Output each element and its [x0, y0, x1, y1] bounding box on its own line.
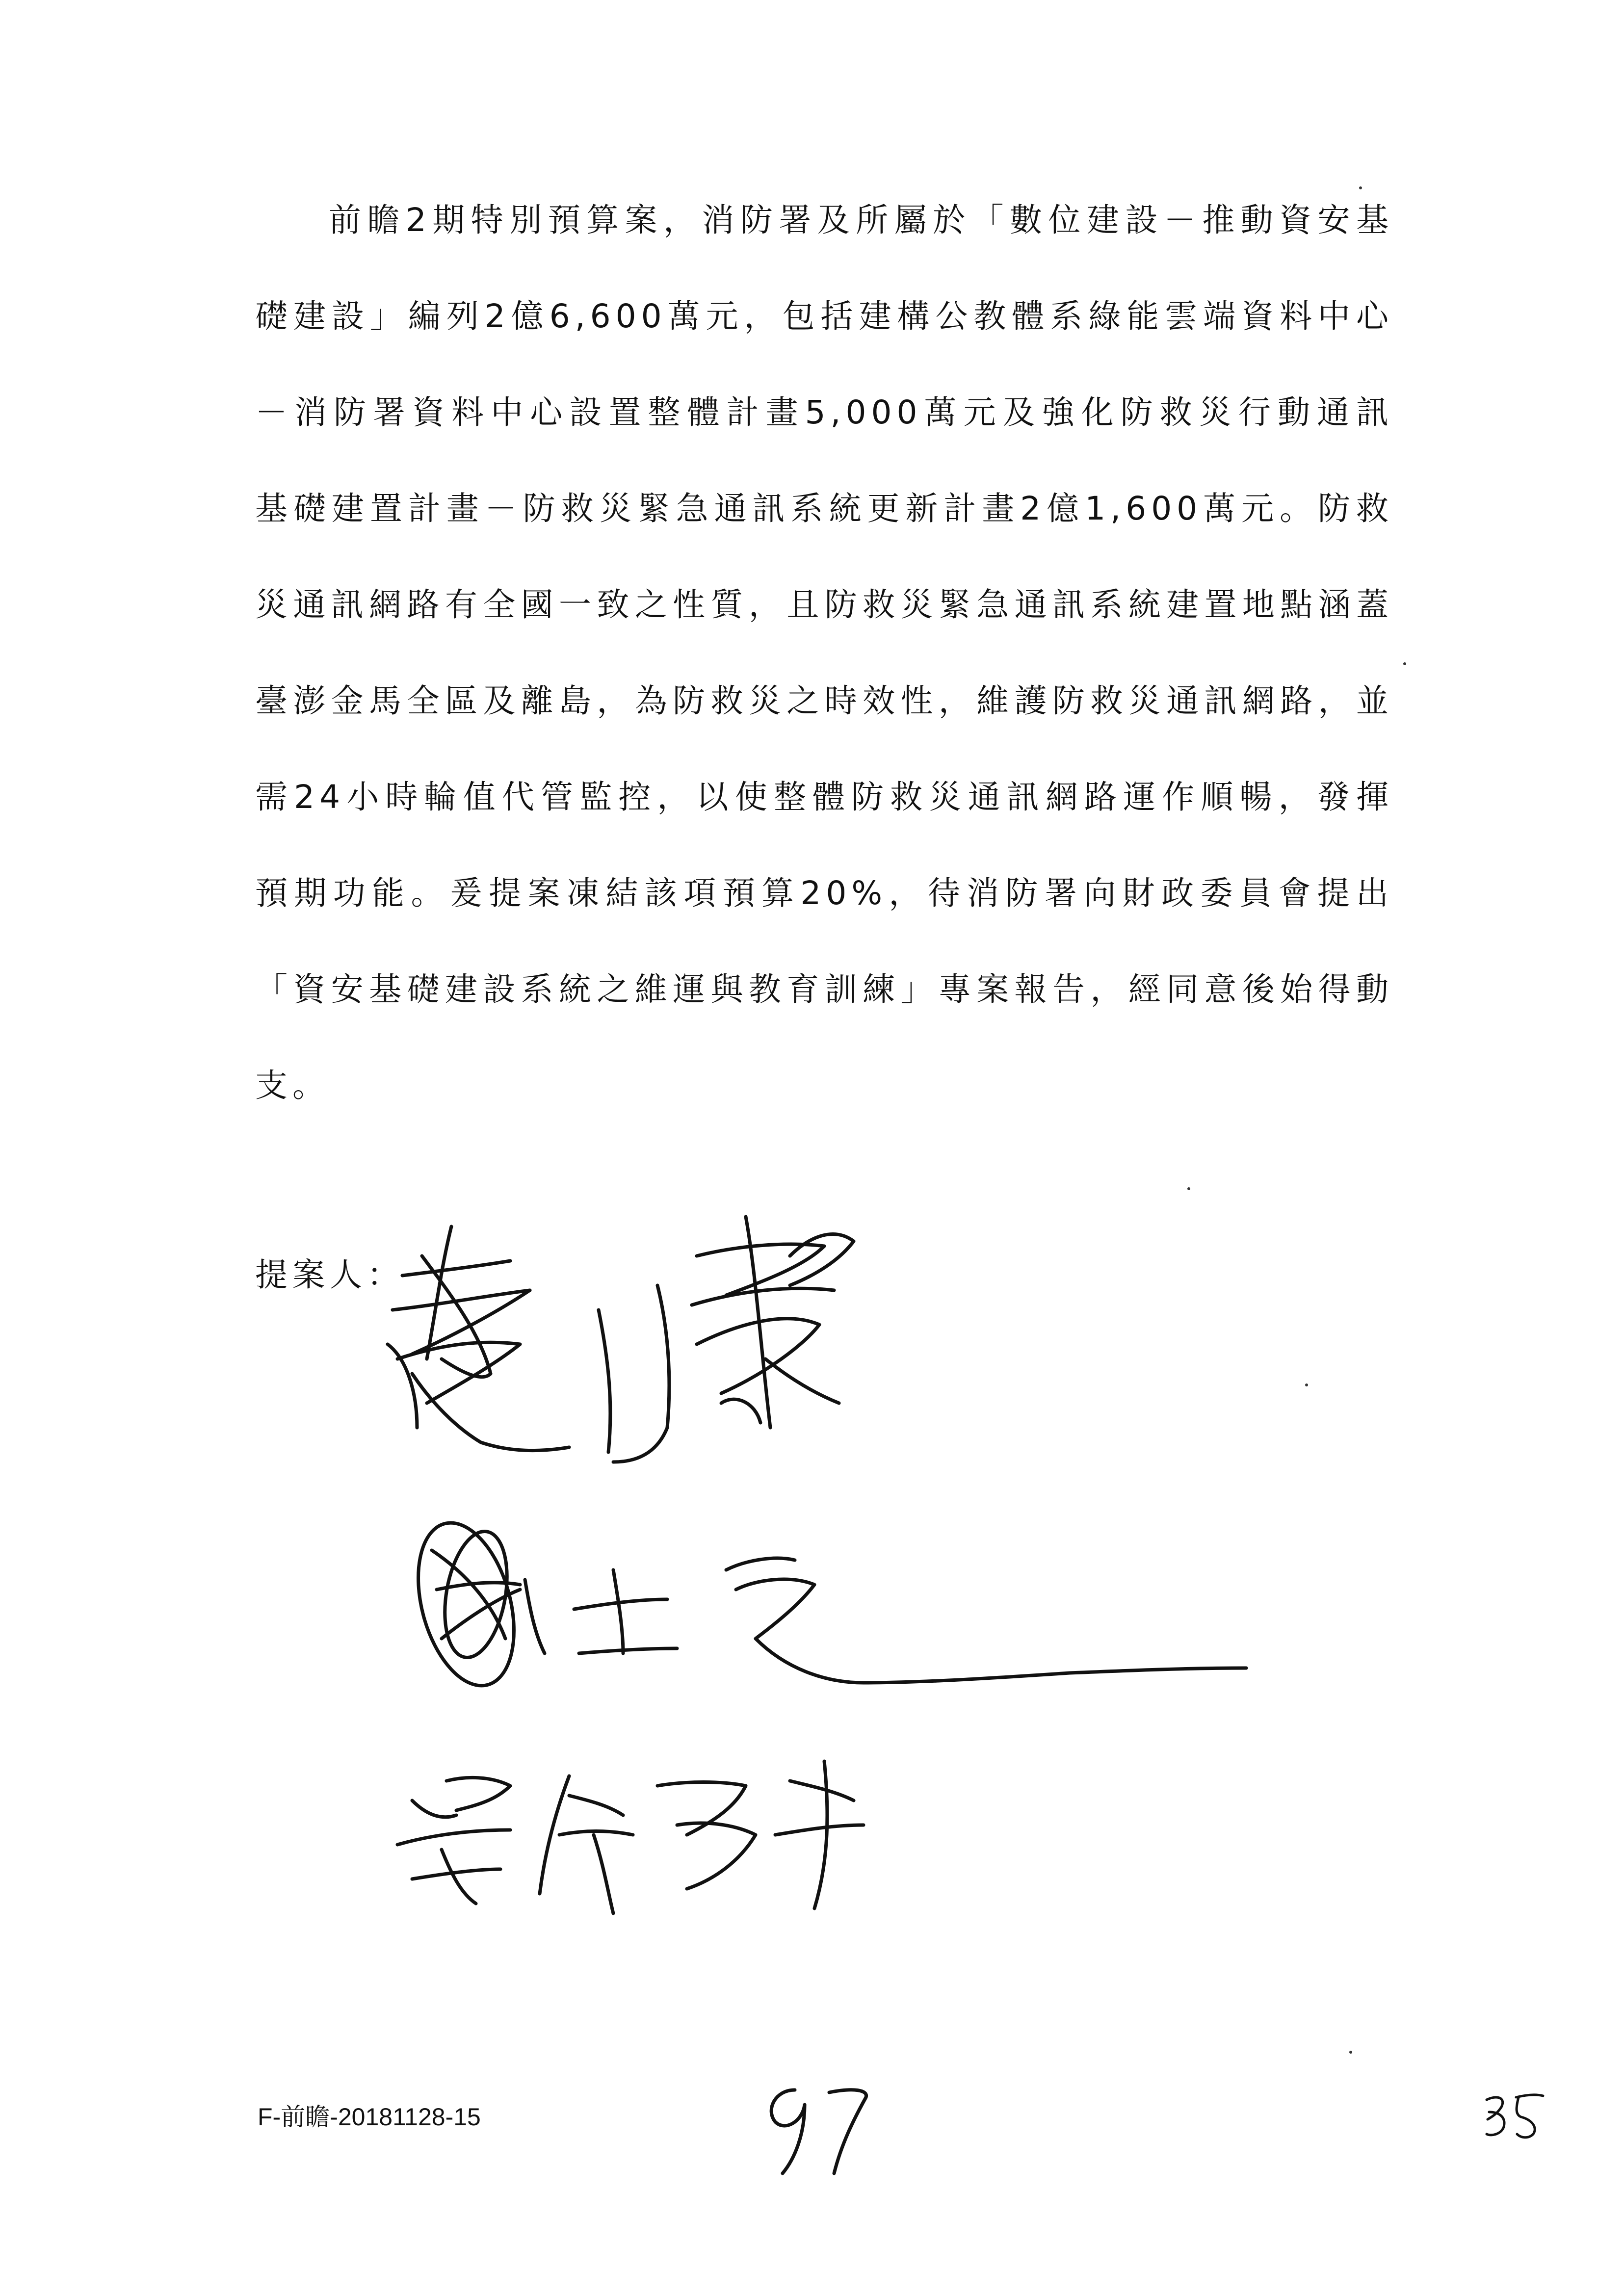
proposer-label: 提案人：	[255, 1256, 404, 1294]
paragraph-line: －消防署資料中心設置整體計畫5,000萬元及強化防救災行動通訊	[255, 393, 1393, 431]
signature-2	[402, 1512, 1246, 1696]
paragraph-line: 支。	[255, 1067, 330, 1104]
handwritten-signatures	[383, 1197, 1364, 1933]
document-code: F-前瞻-20181128-15	[258, 2103, 481, 2131]
paragraph-line: 「資安基礎建設系統之維運與教育訓練」專案報告，經同意後始得動	[255, 970, 1393, 1008]
paragraph-line: 前瞻2期特別預算案，消防署及所屬於「數位建設－推動資安基	[329, 201, 1393, 239]
signature-1	[388, 1217, 854, 1462]
paragraph-line: 基礎建置計畫－防救災緊急通訊系統更新計畫2億1,600萬元。防救	[255, 490, 1393, 527]
paragraph-line: 災通訊網路有全國一致之性質，且防救災緊急通訊系統建置地點涵蓋	[255, 586, 1393, 624]
proposal-body	[255, 196, 1393, 1158]
scan-speck	[1403, 662, 1406, 665]
handwritten-page-number	[756, 2075, 873, 2183]
paragraph-line: 需24小時輪值代管監控，以使整體防救災通訊網路運作順暢，發揮	[255, 778, 1393, 816]
paragraph-line: 礎建設」編列2億6,600萬元，包括建構公教體系綠能雲端資料中心	[255, 297, 1393, 335]
paragraph-line: 預期功能。爰提案凍結該項預算20%，待消防署向財政委員會提出	[255, 874, 1393, 912]
scan-speck	[1305, 1383, 1308, 1386]
margin-mark	[1482, 2085, 1550, 2144]
paragraph-line: 臺澎金馬全區及離島，為防救災之時效性，維護防救災通訊網路，並	[255, 682, 1393, 720]
scan-speck	[1359, 186, 1362, 189]
signature-3	[397, 1761, 864, 1913]
scan-speck	[1187, 1187, 1190, 1190]
scan-speck	[1349, 2051, 1352, 2054]
